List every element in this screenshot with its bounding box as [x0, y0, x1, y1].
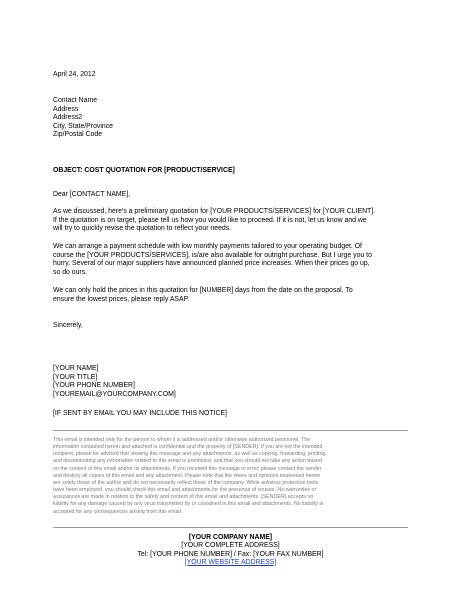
- object-line: OBJECT: COST QUOTATION FOR [PRODUCT/SERVICE]: [53, 167, 235, 174]
- paragraph-line: will try to quickly revise the quotation to reflect your needs.: [53, 225, 232, 233]
- recipient-name: Contact Name: [53, 97, 98, 104]
- letter-date: April 24, 2012: [53, 71, 96, 78]
- footer-address: [YOUR COMPLETE ADDRESS]: [181, 542, 280, 550]
- body-paragraph-1: [53, 208, 375, 234]
- disclaimer-line: assurances are made in relation to the safety and content of this email and attachments. [SENDER] accepts no: [53, 494, 314, 501]
- paragraph-line: We can only hold the prices in this quotation for [NUMBER] days from the date on the proposal. To: [53, 287, 353, 294]
- paragraph-line: We can arrange a payment schedule with low monthly payments tailored to your operating budget. Of: [53, 243, 362, 250]
- recipient-zip: Zip/Postal Code: [53, 131, 103, 139]
- signature-email: [YOUREMAIL@YOURCOMPANY.COM]: [53, 390, 176, 398]
- disclaimer-line: liability for any damage caused by any virus transmitted by or contained in this email and attachments. No liability is: [53, 501, 324, 508]
- email-disclaimer: [53, 437, 327, 516]
- disclaimer-line: and disseminating any information related to this email is prohibited, and that you should not take any action based: [53, 458, 322, 465]
- disclaimer-line: information contained herein and attached is confidential and the property of [SENDER]. If you are not the intended: [53, 444, 323, 451]
- divider-bottom: [53, 527, 408, 528]
- footer-website-link[interactable]: [YOUR WEBSITE ADDRESS]: [184, 558, 277, 566]
- disclaimer-line: have been employed, you should check this email and attachments for the presence of viruses. No warranties or: [53, 487, 317, 494]
- recipient-address2: Address2: [53, 114, 83, 122]
- footer-phone-fax: Tel: [YOUR PHONE NUMBER] / Fax: [YOUR FAX NUMBER]: [137, 550, 324, 558]
- recipient-address: Address: [53, 105, 79, 113]
- signature-name: [YOUR NAME]: [53, 365, 99, 372]
- paragraph-line: As we discussed, here's a preliminary quotation for [YOUR PRODUCTS/SERVICES] for [YOUR CLIENT].: [53, 208, 376, 215]
- disclaimer-line: on the content of this email and/or its attachments. If you received this message in error, please contact the sender: [53, 465, 322, 472]
- disclaimer-line: and destroy all copies of this email and any attachment. Please note that the views and opinions expressed herein: [53, 472, 321, 479]
- salutation: Dear [CONTACT NAME],: [53, 191, 131, 198]
- divider-top: [53, 430, 408, 431]
- recipient-address-block: [53, 97, 113, 140]
- body-paragraph-2: [53, 243, 372, 277]
- email-notice-heading: [IF SENT BY EMAIL YOU MAY INCLUDE THIS NOTICE]: [53, 410, 227, 417]
- disclaimer-line: This email is intended only for the person to whom it is addressed and/or otherwise authorized personnel. The: [53, 437, 311, 443]
- signature-phone: [YOUR PHONE NUMBER]: [53, 382, 135, 390]
- recipient-city-state: City, State/Province: [53, 122, 113, 130]
- closing: Sincerely,: [53, 322, 83, 329]
- disclaimer-line: are solely those of the author and do not necessarily reflect those of the company. While antivirus protection tools: [53, 479, 319, 486]
- disclaimer-line: accepted for any consequences arising from this email.: [53, 508, 183, 515]
- body-paragraph-3: [53, 287, 353, 304]
- paragraph-line: course the [YOUR PRODUCTS/SERVICES], is/are also available for outright purchase. But I urge you to: [53, 251, 372, 259]
- signature-title: [YOUR TITLE]: [53, 373, 98, 381]
- footer-company-name: [YOUR COMPANY NAME]: [188, 534, 273, 541]
- paragraph-line: hurry. Several of our major suppliers have announced planned price increases. When their prices go up,: [53, 260, 370, 268]
- signature-block: [53, 365, 176, 399]
- company-footer: [53, 534, 408, 567]
- paragraph-line: ensure the lowest prices, please reply ASAP.: [53, 295, 190, 303]
- paragraph-line: so do ours.: [53, 268, 88, 276]
- paragraph-line: If the quotation is on target, please tell us how you would like to proceed. If it is not, let us know and we: [53, 216, 367, 224]
- disclaimer-line: recipient, please be advised that viewing this message and any attachments, as well as copying, forwarding, printing,: [53, 451, 327, 458]
